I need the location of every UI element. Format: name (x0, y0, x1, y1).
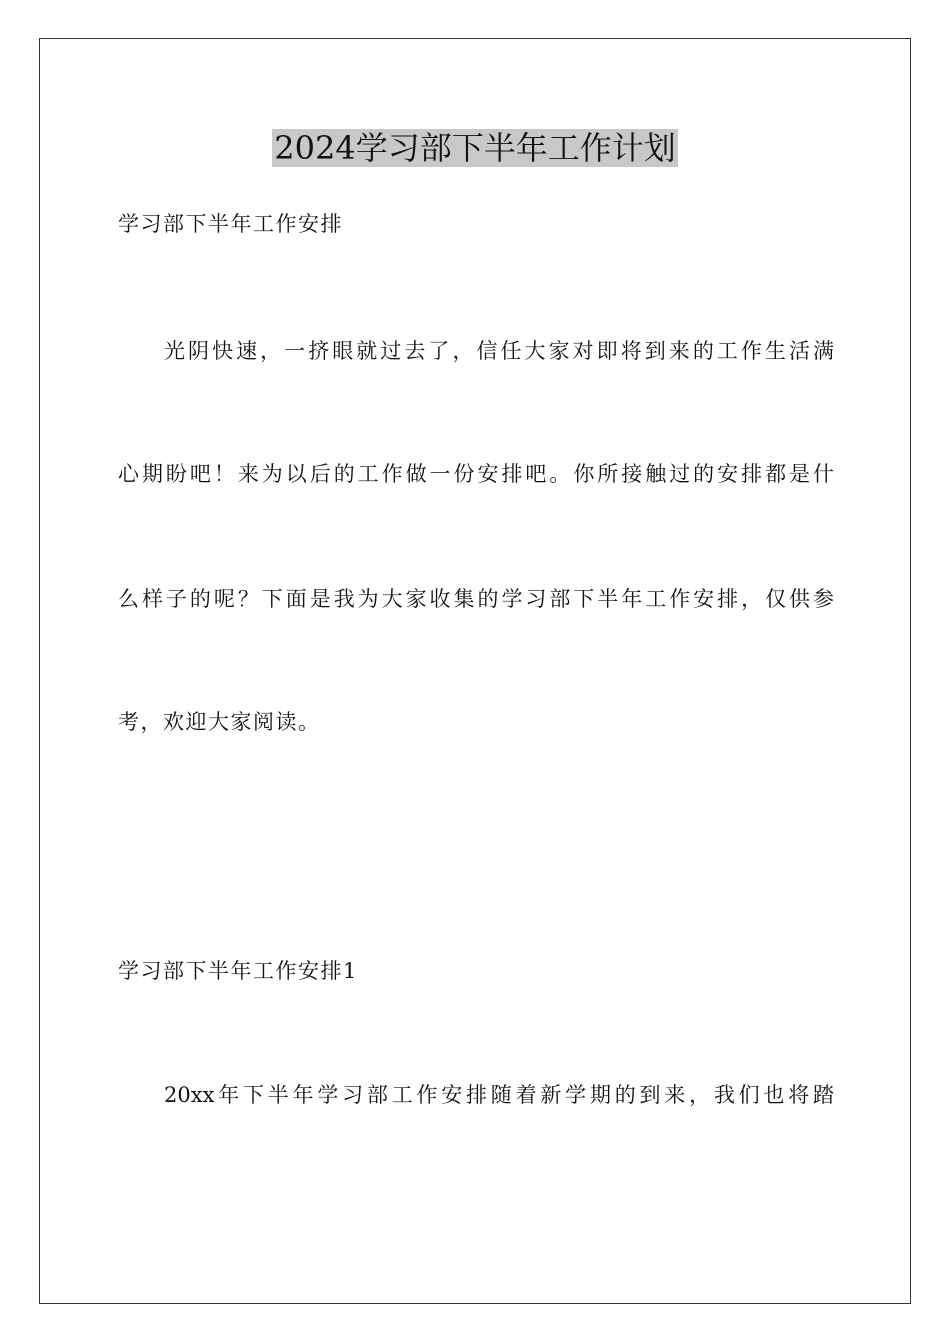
section-heading-2: 学习部下半年工作安排1 (118, 959, 358, 983)
section-heading-1: 学习部下半年工作安排 (118, 212, 343, 236)
paragraph-1-line-3: 么样子的呢？下面是我为大家收集的学习部下半年工作安排，仅供参 (118, 587, 834, 611)
paragraph-2-line-1: 20xx年下半年学习部工作安排随着新学期的到来，我们也将踏 (164, 1083, 834, 1107)
document-title (0, 126, 950, 170)
paragraph-1-line-1: 光阴快速，一挤眼就过去了，信任大家对即将到来的工作生活满 (164, 339, 834, 363)
document-title-text: 2024学习部下半年工作计划 (274, 129, 676, 167)
paragraph-1-line-4: 考，欢迎大家阅读。 (118, 710, 321, 734)
paragraph-1-line-2: 心期盼吧！来为以后的工作做一份安排吧。你所接触过的安排都是什 (118, 462, 834, 486)
